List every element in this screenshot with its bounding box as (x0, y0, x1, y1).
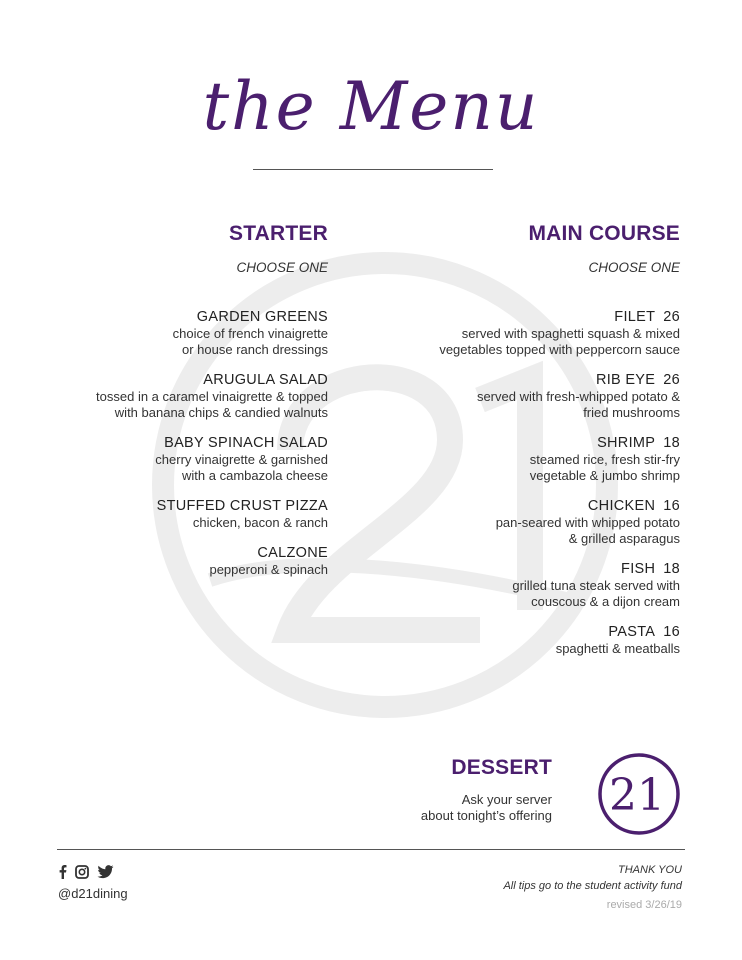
item-name-row (360, 624, 680, 641)
menu-item (8, 435, 328, 484)
item-name: CALZONE (257, 545, 328, 561)
footer-divider (57, 849, 685, 850)
menu-item (360, 498, 680, 547)
main-course-section (360, 222, 680, 671)
item-desc: with banana chips & candied walnuts (114, 405, 328, 420)
tips-text: All tips go to the student activity fund (503, 880, 682, 892)
revised-date: revised 3/26/19 (606, 899, 682, 911)
item-name-row (360, 309, 680, 326)
item-desc: & grilled asparagus (568, 531, 680, 546)
item-name-row (360, 561, 680, 578)
item-desc: fried mushrooms (583, 405, 680, 420)
menu-item (8, 545, 328, 578)
menu-item (360, 372, 680, 421)
item-name: BABY SPINACH SALAD (164, 435, 328, 451)
d21-logo (597, 752, 681, 836)
item-name-row (360, 372, 680, 389)
item-desc: pepperoni & spinach (209, 562, 328, 577)
menu-item (360, 561, 680, 610)
twitter-icon[interactable] (97, 865, 114, 884)
thank-you-text: THANK YOU (618, 864, 682, 876)
item-name-row (360, 498, 680, 515)
dessert-section (292, 756, 552, 824)
dessert-line: about tonight’s offering (420, 808, 552, 823)
social-handle: @d21dining (58, 886, 128, 901)
main-course-list (360, 309, 680, 657)
item-name: GARDEN GREENS (196, 309, 328, 325)
item-desc: chicken, bacon & ranch (192, 515, 328, 530)
item-desc: or house ranch dressings (182, 342, 328, 357)
item-price: 26 (663, 309, 680, 325)
instagram-icon[interactable] (75, 865, 89, 884)
item-desc: tossed in a caramel vinaigrette & topped (96, 389, 328, 404)
item-price: 16 (663, 498, 680, 514)
item-desc: couscous & a dijon cream (531, 594, 680, 609)
item-name: ARUGULA SALAD (203, 372, 328, 388)
starter-section (8, 222, 328, 592)
starter-heading: STARTER (228, 222, 328, 245)
title-divider (253, 169, 493, 170)
dessert-heading: DESSERT (451, 756, 552, 779)
dessert-text (292, 792, 552, 824)
item-name: STUFFED CRUST PIZZA (156, 498, 328, 514)
item-desc: served with spaghetti squash & mixed (461, 326, 680, 341)
item-name: RIB EYE (595, 372, 656, 388)
item-desc: with a cambazola cheese (182, 468, 328, 483)
dessert-line: Ask your server (461, 792, 552, 807)
item-name: PASTA (608, 624, 656, 640)
item-desc: cherry vinaigrette & garnished (155, 452, 328, 467)
social-icons (58, 864, 114, 884)
menu-item (360, 624, 680, 657)
page-title: the Menu (202, 68, 540, 145)
item-name: SHRIMP (597, 435, 656, 451)
menu-item (8, 372, 328, 421)
item-name-row (360, 435, 680, 452)
item-desc: vegetables topped with peppercorn sauce (439, 342, 680, 357)
item-name: FILET (614, 309, 656, 325)
item-desc: choice of french vinaigrette (172, 326, 328, 341)
footer-notes (503, 862, 682, 913)
menu-item (360, 309, 680, 358)
facebook-icon[interactable] (58, 864, 67, 884)
logo-text: 21 (609, 770, 665, 821)
item-price: 26 (663, 372, 680, 388)
menu-item (360, 435, 680, 484)
starter-list (8, 309, 328, 578)
item-desc: vegetable & jumbo shrimp (529, 468, 680, 483)
item-desc: grilled tuna steak served with (512, 578, 680, 593)
starter-subheading: CHOOSE ONE (236, 260, 328, 275)
menu-item (8, 309, 328, 358)
item-desc: spaghetti & meatballs (555, 641, 680, 656)
main-course-heading: MAIN COURSE (528, 222, 680, 245)
item-price: 16 (663, 624, 680, 640)
item-name: CHICKEN (587, 498, 656, 514)
item-price: 18 (663, 561, 680, 577)
item-price: 18 (663, 435, 680, 451)
item-desc: pan-seared with whipped potato (495, 515, 680, 530)
item-desc: served with fresh-whipped potato & (476, 389, 680, 404)
item-desc: steamed rice, fresh stir-fry (529, 452, 680, 467)
item-name: FISH (621, 561, 656, 577)
menu-item (8, 498, 328, 531)
main-course-subheading: CHOOSE ONE (588, 260, 680, 275)
